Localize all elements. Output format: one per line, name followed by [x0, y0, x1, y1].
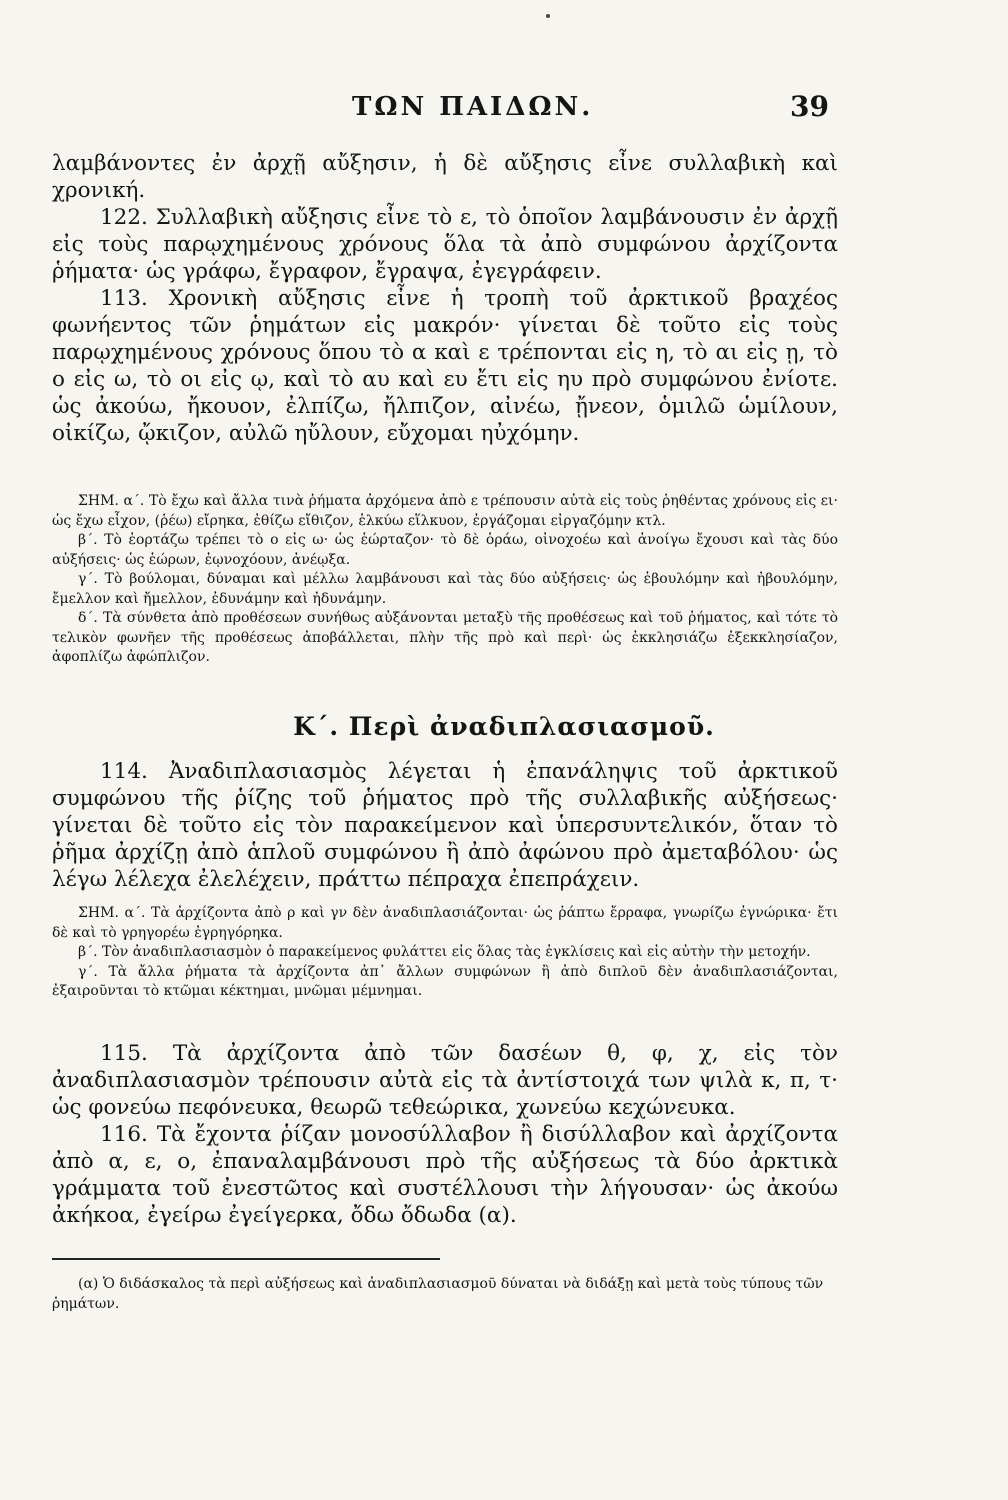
- running-header: [0, 88, 1008, 128]
- paragraph-continuation: λαμβάνοντες ἐν ἀρχῇ αὔξησιν, ἡ δὲ αὔξησις εἶνε συλλαβικὴ καὶ χρονική.: [52, 151, 838, 203]
- section-aspirates: [52, 1040, 838, 1229]
- paragraph-115: 115. Τὰ ἀρχίζοντα ἀπὸ τῶν δασέων θ, φ, χ, εἰς τὸν ἀναδιπλασιασμὸν τρέπουσιν αὐτὰ εἰς τὰ ἀντίστοιχά των ψιλὰ κ, π, τ· ὡς φονεύω πεφόνευκα, θεωρῶ τεθεώρικα, χωνεύω κεχώνευκα.: [52, 1041, 838, 1120]
- note-alpha-2: ΣΗΜ. α΄. Τὰ ἀρχίζοντα ἀπὸ ρ καὶ γν δὲν ἀναδιπλασιάζονται· ὡς ῥάπτω ἔρραφα, γνωρίζω ἐγνώρικα· ἔτι δὲ καὶ τὸ γρηγορέω ἐγρηγόρηκα.: [52, 905, 838, 941]
- footnote-text: (α) Ὁ διδάσκαλος τὰ περὶ αὐξήσεως καὶ ἀναδιπλασιασμοῦ δύναται νὰ διδάξῃ καὶ μετὰ τοὺς τύπους τῶν ῥημάτων.: [52, 1276, 824, 1312]
- section-reduplication: [52, 758, 838, 893]
- section-augment: [52, 150, 838, 447]
- note-alpha: ΣΗΜ. α΄. Τὸ ἔχω καὶ ἄλλα τινὰ ῥήματα ἀρχόμενα ἀπὸ ε τρέπουσιν αὐτὰ εἰς τοὺς ῥηθέντας χρόνους εἰς ει· ὡς ἔχω εἶχον, (ῥέω) εἴρηκα, ἐθίζω εἴθιζον, ἑλκύω εἵλκυον, ἐργάζομαι εἰργαζόμην κτλ.: [52, 493, 838, 529]
- note-delta: δ΄. Τὰ σύνθετα ἀπὸ προθέσεων συνήθως αὐξάνονται μεταξὺ τῆς προθέσεως καὶ τοῦ ῥήματος, καὶ τότε τὸ τελικὸν φωνῆεν τῆς προθέσεως ἀποβάλλεται, πλὴν τῆς πρὸ καὶ περὶ· ὡς ἐκκλησιάζω ἐξεκκλησίαζον, ἀφοπλίζω ἀφώπλιζον.: [52, 610, 838, 665]
- section-heading: Κ΄. Περὶ ἀναδιπλασιασμοῦ.: [293, 712, 715, 741]
- paragraph-116: 116. Τὰ ἔχοντα ῥίζαν μονοσύλλαβον ἢ δισύλλαβον καὶ ἀρχίζοντα ἀπὸ α, ε, ο, ἐπαναλαμβάνουσι πρὸ τῆς αὐξήσεως τὰ δύο ἀρκτικὰ γράμματα τοῦ ἐνεστῶτος καὶ συστέλλουσι τὴν λήγουσαν· ὡς ἀκούω ἀκήκοα, ἐγείρω ἐγείγερκα, ὄδω ὄδωδα (α).: [52, 1122, 838, 1228]
- footnote-rule: [52, 1258, 440, 1260]
- footnote: [52, 1274, 838, 1314]
- notes-augment: [52, 492, 838, 668]
- running-title: ΤΩΝ ΠΑΙΔΩΝ.: [352, 92, 594, 122]
- note-gamma-2: γ΄. Τὰ ἄλλα ῥήματα τὰ ἀρχίζοντα ἀπ᾿ ἄλλων συμφώνων ἢ ἀπὸ διπλοῦ δὲν ἀναδιπλασιάζονται, ἐξαιροῦνται τὸ κτῶμαι κέκτημαι, μνῶμαι μέμνημαι.: [52, 963, 838, 999]
- paragraph-114: 114. Ἀναδιπλασιασμὸς λέγεται ἡ ἐπανάληψις τοῦ ἀρκτικοῦ συμφώνου τῆς ῥίζης τοῦ ῥήματος πρὸ τῆς συλλαβικῆς αὐξήσεως· γίνεται δὲ τοῦτο εἰς τὸν παρακείμενον καὶ ὑπερσυντελικόν, ὅταν τὸ ῥῆμα ἀρχίζῃ ἀπὸ ἁπλοῦ συμφώνου ἢ ἀπὸ ἀφώνου πρὸ ἀμεταβόλου· ὡς λέγω λέλεχα ἐλελέχειν, πράττω πέπραχα ἐπεπράχειν.: [52, 759, 838, 892]
- paragraph-113: 113. Χρονικὴ αὔξησις εἶνε ἡ τροπὴ τοῦ ἀρκτικοῦ βραχέος φωνήεντος τῶν ῥημάτων εἰς μακρόν· γίνεται δὲ τοῦτο εἰς τοὺς παρῳχημένους χρόνους ὅπου τὸ α καὶ ε τρέπονται εἰς η, τὸ αι εἰς ῃ, τὸ ο εἰς ω, τὸ οι εἰς ῳ, καὶ τὸ αυ καὶ ευ ἔτι εἰς ηυ πρὸ συμφώνου ἐνίοτε. ὡς ἀκούω, ἤκουον, ἐλπίζω, ἤλπιζον, αἰνέω, ᾔνεον, ὁμιλῶ ὡμίλουν, οἰκίζω, ᾤκιζον, αὐλῶ ηὔλουν, εὔχομαι ηὐχόμην.: [52, 286, 838, 446]
- paragraph-122: 122. Συλλαβικὴ αὔξησις εἶνε τὸ ε, τὸ ὁποῖον λαμβάνουσιν ἐν ἀρχῇ εἰς τοὺς παρῳχημένους χρόνους ὅλα τὰ ἀπὸ συμφώνου ἀρχίζοντα ῥήματα· ὡς γράφω, ἔγραφον, ἔγραψα, ἐγεγράφειν.: [52, 205, 838, 284]
- ink-dot: [546, 14, 550, 18]
- notes-reduplication: [52, 904, 838, 1002]
- note-beta: β΄. Τὸ ἑορτάζω τρέπει τὸ ο εἰς ω· ὡς ἑώρταζον· τὸ δὲ ὁράω, οἰνοχοέω καὶ ἀνοίγω ἔχουσι καὶ τὰς δύο αὐξήσεις· ὡς ἑώρων, ἐῳνοχόουν, ἀνέῳξα.: [52, 532, 838, 568]
- note-beta-2: β΄. Τὸν ἀναδιπλασιασμὸν ὁ παρακείμενος φυλάττει εἰς ὅλας τὰς ἐγκλίσεις καὶ εἰς αὐτὴν τὴν μετοχήν.: [78, 944, 811, 960]
- note-gamma: γ΄. Τὸ βούλομαι, δύναμαι καὶ μέλλω λαμβάνουσι καὶ τὰς δύο αὐξήσεις· ὡς ἐβουλόμην καὶ ἠβουλόμην, ἔμελλον καὶ ἤμελλον, ἐδυνάμην καὶ ἠδυνάμην.: [52, 571, 838, 607]
- page-number: 39: [790, 90, 829, 123]
